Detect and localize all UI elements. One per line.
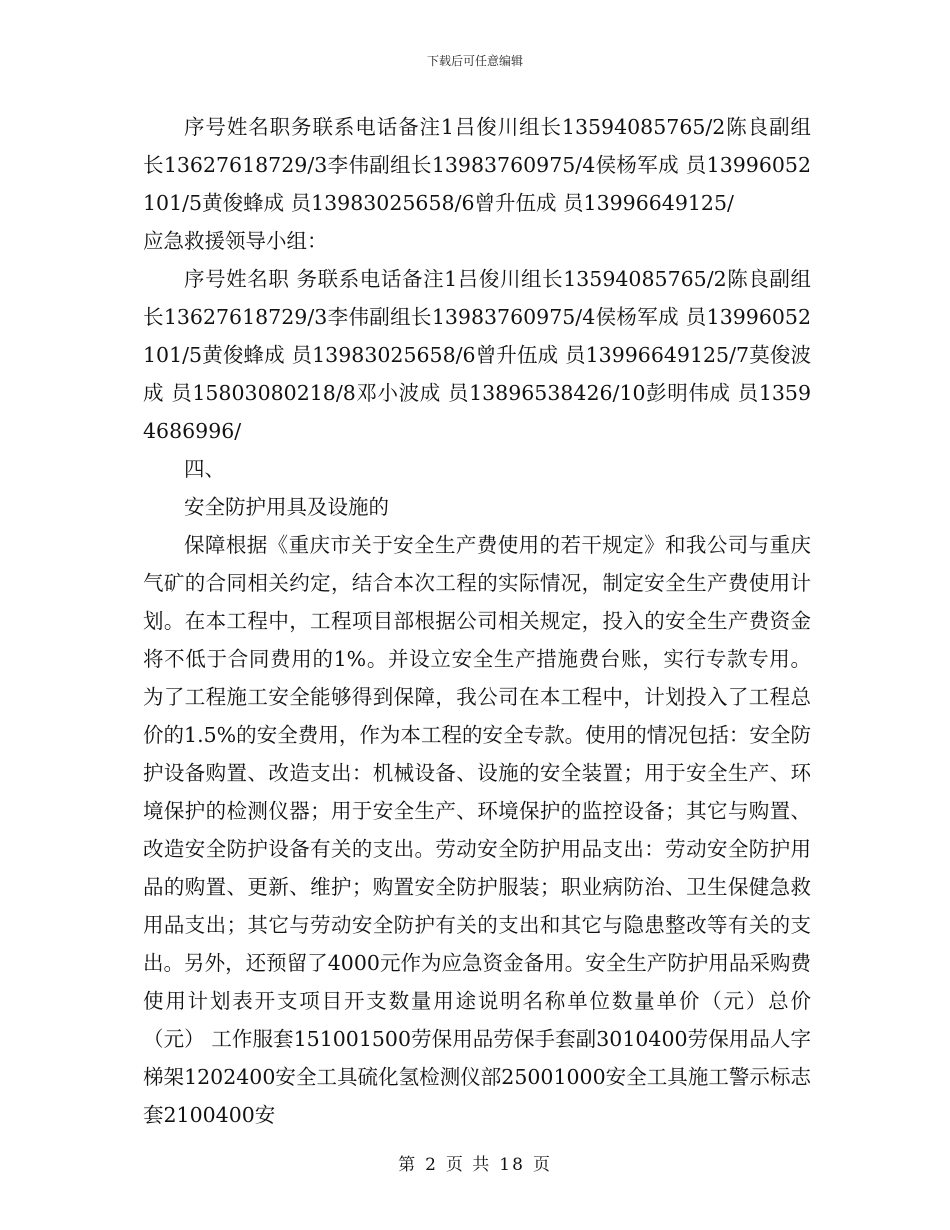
footer-page-number: 2 [425, 1155, 438, 1175]
safety-funding-paragraph: 保障根据《重庆市关于安全生产费使用的若干规定》和我公司与重庆气矿的合同相关约定，结合本次工程的实际情况，制定安全生产费使用计划。在本工程中，工程项目部根据公司相关规定，投入的安全生产费资金将不低于合同费用的1%。并设立安全生产措施费台账，实行专款专用。为了工程施工安全能够得到保障，我公司在本工程中，计划投入了工程总价的1.5%的安全费用，作为本工程的安全专款。使用的情况包括：安全防护设备购置、改造支出：机械设备、设施的安全装置；用于安全生产、环境保护的检测仪器；用于安全生产、环境保护的监控设备；其它与购置、改造安全防护设备有关的支出。劳动安全防护用品支出：劳动安全防护用品的购置、更新、维护；购置安全防护服装；职业病防治、卫生保健急救用品支出；其它与劳动安全防护有关的支出和其它与隐患整改等有关的支出。另外，还预留了4000元作为应急资金备用。安全生产防护用品采购费使用计划表开支项目开支数量用途说明名称单位数量单价（元）总价（元） 工作服套151001500劳保用品劳保手套副3010400劳保用品人字梯架1202400安全工具硫化氢检测仪部25001000安全工具施工警示标志套2100400安 [143, 533, 811, 1127]
emergency-group-list-paragraph: 序号姓名职 务联系电话备注1吕俊川组长13594085765/2陈良副组长13627618729/3李伟副组长13983760975/4侯杨军成 员13996052101/5黄俊蜂成 员13983025658/6曾升伍成 员13996649125/7莫俊波成 员15803080218/8邓小波成 员13896538426/10彭明伟成 员13594686996/ [143, 267, 811, 443]
personnel-list-paragraph: 序号姓名职务联系电话备注1吕俊川组长13594085765/2陈良副组长13627618729/3李伟副组长13983760975/4侯杨军成 员13996052101/5黄俊蜂成 员13983025658/6曾升伍成 员13996649125/ [143, 115, 811, 215]
footer-prefix: 第 [398, 1155, 418, 1175]
footer-total-pages: 18 [499, 1155, 525, 1175]
page-footer [0, 1154, 950, 1176]
emergency-group-heading: 应急救援领导小组： [143, 229, 328, 253]
section-number: 四、 [184, 457, 225, 481]
section-title: 安全防护用具及设施的 [184, 495, 389, 519]
footer-middle: 页 共 [445, 1155, 492, 1175]
document-body [143, 108, 811, 1134]
page-header: 下载后可任意编辑 [426, 54, 523, 68]
footer-suffix: 页 [532, 1155, 552, 1175]
